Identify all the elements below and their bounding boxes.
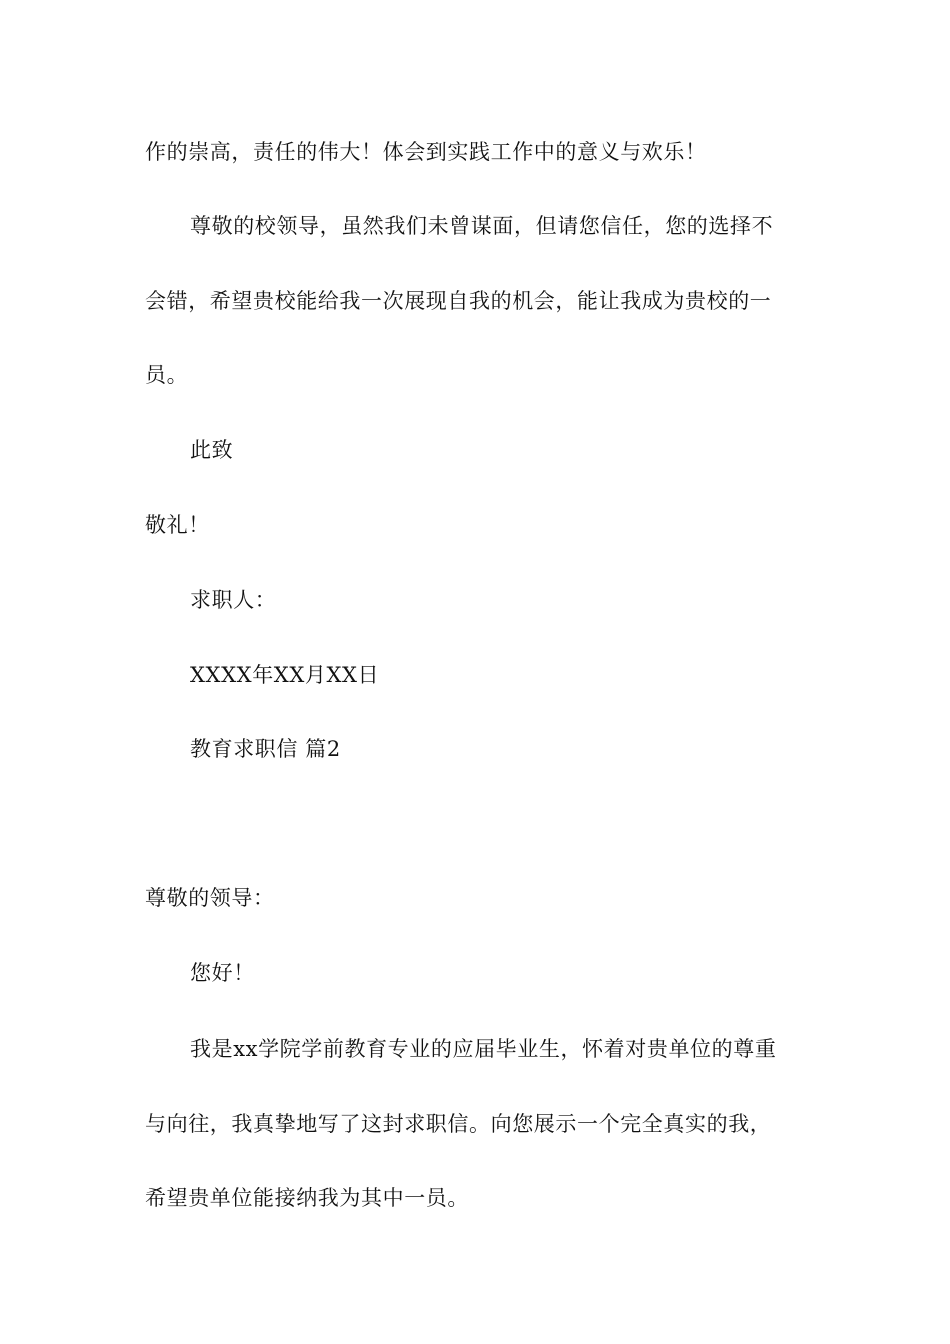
date-line: XXXX年XX月XX日 [190,663,380,687]
closing-regards: 敬礼！ [145,513,210,537]
greeting: 您好！ [190,961,255,985]
closing-salutation: 此致 [190,438,234,462]
paragraph-line: 作的崇高，责任的伟大！体会到实践工作中的意义与欢乐！ [145,140,707,164]
paragraph-line: 与向往，我真挚地写了这封求职信。向您展示一个完全真实的我， [145,1112,772,1136]
paragraph-line: 希望贵单位能接纳我为其中一员。 [145,1186,469,1210]
paragraph-line: 会错，希望贵校能给我一次展现自我的机会，能让我成为贵校的一 [145,289,772,313]
greeting-recipient: 尊敬的领导： [145,886,275,910]
paragraph-line: 尊敬的校领导，虽然我们未曾谋面，但请您信任，您的选择不 [190,214,774,238]
section-heading: 教育求职信 篇2 [190,737,341,761]
paragraph-line: 我是xx学院学前教育专业的应届毕业生，怀着对贵单位的尊重 [190,1037,777,1061]
paragraph-line: 员。 [145,363,189,387]
applicant-signature-label: 求职人： [190,588,277,612]
